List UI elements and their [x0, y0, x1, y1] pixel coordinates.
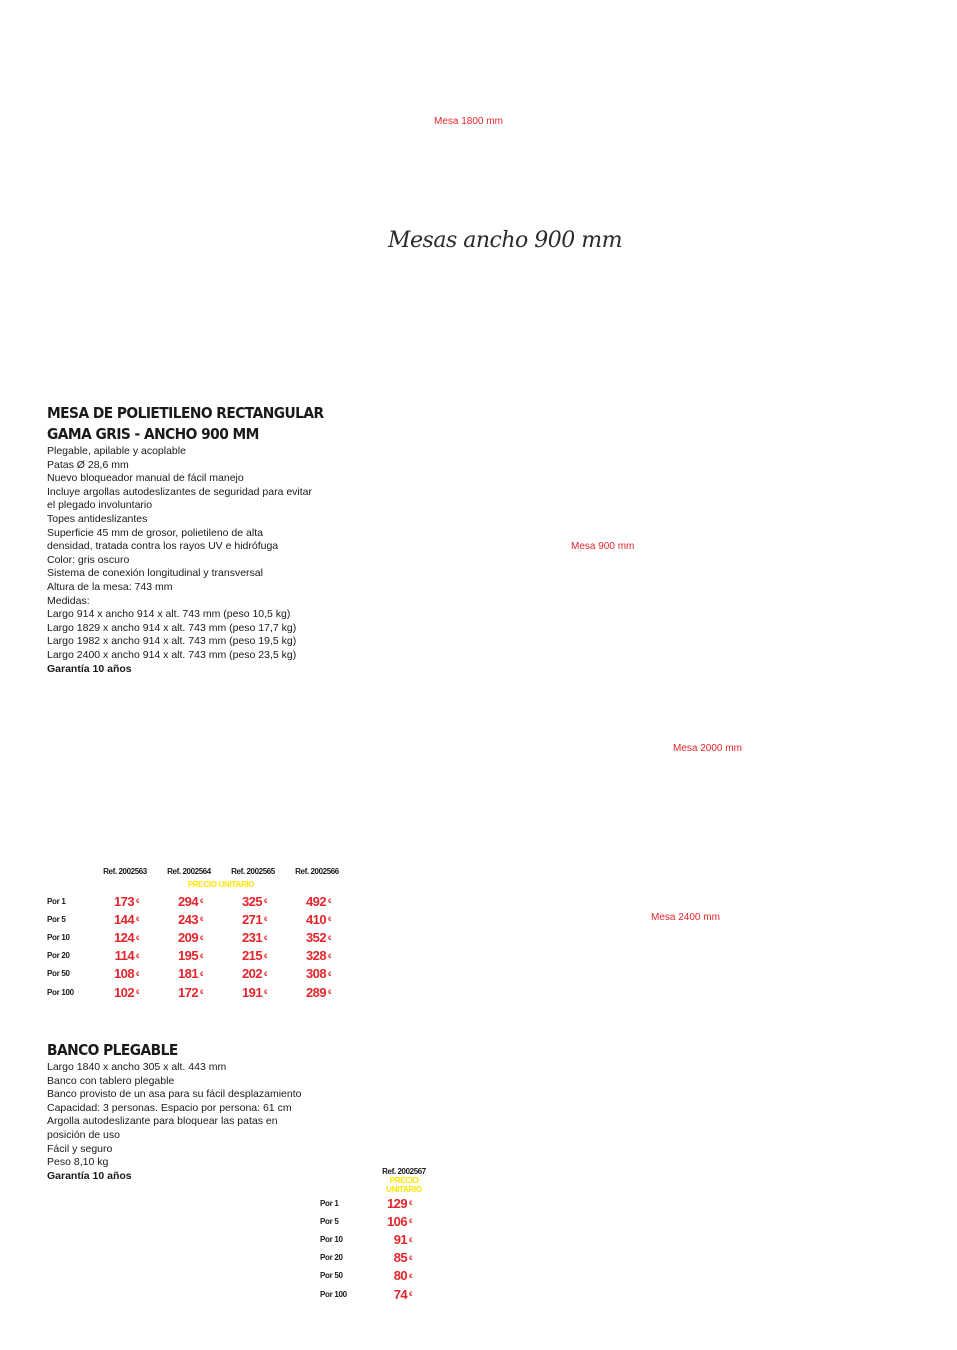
quantity-label: Por 20 — [47, 951, 70, 961]
ref-header: Ref. 2002563 — [103, 867, 147, 876]
price-value: 91 — [393, 1231, 408, 1247]
price-value: 106 — [386, 1213, 408, 1229]
quantity-label: Por 20 — [320, 1253, 343, 1263]
page-title: Mesas ancho 900 mm — [388, 228, 622, 253]
currency-symbol: € — [136, 990, 139, 997]
currency-symbol: € — [264, 917, 267, 924]
price-value: 289 — [305, 984, 327, 1000]
price-value: 85 — [393, 1250, 408, 1266]
quantity-label: Por 1 — [47, 896, 66, 906]
label-mesa-1800: Mesa 1800 mm — [434, 116, 503, 127]
currency-symbol: € — [136, 899, 139, 906]
currency-symbol: € — [328, 971, 331, 978]
table-row — [47, 965, 349, 983]
table-row — [320, 1267, 430, 1285]
price-value: 215 — [241, 948, 263, 964]
description-line: Incluye argollas autodeslizantes de seguridad para evitar — [47, 485, 312, 498]
table-row — [320, 1212, 430, 1230]
currency-symbol: € — [200, 971, 203, 978]
currency-symbol: € — [200, 935, 203, 942]
label-mesa-2400: Mesa 2400 mm — [651, 912, 720, 923]
description-line: Superficie 45 mm de grosor, polietileno de alta — [47, 526, 263, 539]
table-row — [320, 1249, 430, 1267]
currency-symbol: € — [409, 1273, 412, 1280]
currency-symbol: € — [136, 971, 139, 978]
currency-symbol: € — [200, 899, 203, 906]
quantity-label: Por 50 — [320, 1271, 343, 1281]
description-line: Banco con tablero plegable — [47, 1074, 175, 1087]
currency-symbol: € — [409, 1255, 412, 1262]
description-line: Altura de la mesa: 743 mm — [47, 580, 173, 593]
description-line: Sistema de conexión longitudinal y transversal — [47, 567, 263, 580]
description-line: Banco provisto de un asa para su fácil desplazamiento — [47, 1088, 302, 1101]
currency-symbol: € — [264, 990, 267, 997]
price-value: 294 — [177, 893, 199, 909]
quantity-label: Por 10 — [47, 932, 70, 942]
price-value: 173 — [113, 893, 135, 909]
table-row — [320, 1230, 430, 1248]
price-value: 124 — [113, 929, 135, 945]
product-title: BANCO PLEGABLE — [47, 1041, 178, 1059]
price-value: 129 — [386, 1195, 408, 1211]
description-line: Largo 1829 x ancho 914 x alt. 743 mm (peso 17,7 kg) — [47, 621, 297, 634]
price-table-banco — [320, 1160, 430, 1303]
price-value: 271 — [241, 911, 263, 927]
table-row — [320, 1285, 430, 1303]
price-table — [47, 860, 349, 1001]
currency-symbol: € — [409, 1201, 412, 1208]
ref-header: Ref. 2002565 — [231, 867, 275, 876]
price-value: 325 — [241, 893, 263, 909]
warranty-text: Garantía 10 años — [47, 1169, 132, 1182]
table-row — [47, 928, 349, 946]
price-value: 352 — [305, 929, 327, 945]
description-line: Fácil y seguro — [47, 1142, 113, 1155]
description-line: posición de uso — [47, 1128, 120, 1141]
table-row — [47, 947, 349, 965]
currency-symbol: € — [136, 953, 139, 960]
quantity-label: Por 100 — [320, 1289, 347, 1299]
price-value: 410 — [305, 911, 327, 927]
price-value: 74 — [393, 1286, 408, 1302]
currency-symbol: € — [328, 990, 331, 997]
quantity-label: Por 1 — [320, 1198, 339, 1208]
ref-header: Ref. 2002567 — [382, 1167, 426, 1176]
quantity-label: Por 5 — [47, 914, 66, 924]
currency-symbol: € — [136, 917, 139, 924]
price-value: 102 — [113, 984, 135, 1000]
table-row — [47, 983, 349, 1001]
quantity-label: Por 10 — [320, 1234, 343, 1244]
description-line: Nuevo bloqueador manual de fácil manejo — [47, 472, 244, 485]
description-line: Largo 1982 x ancho 914 x alt. 743 mm (peso 19,5 kg) — [47, 635, 297, 648]
description-line: Peso 8,10 kg — [47, 1156, 109, 1169]
price-value: 80 — [393, 1268, 408, 1284]
price-value: 195 — [177, 948, 199, 964]
currency-symbol: € — [264, 971, 267, 978]
unit-price-label: PRECIO UNITARIO — [386, 1176, 422, 1194]
price-value: 108 — [113, 966, 135, 982]
table-row — [47, 892, 349, 910]
price-value: 202 — [241, 966, 263, 982]
product-description — [47, 445, 348, 663]
table-row — [47, 910, 349, 928]
ref-header: Ref. 2002566 — [295, 867, 339, 876]
price-value: 243 — [177, 911, 199, 927]
description-line: densidad, tratada contra los rayos UV e hidrófuga — [47, 540, 279, 553]
description-line: Argolla autodeslizante para bloquear las patas en — [47, 1115, 278, 1128]
product-title-line1: MESA DE POLIETILENO RECTANGULAR — [47, 404, 324, 422]
product-description — [47, 1061, 302, 1170]
price-value: 114 — [114, 948, 135, 964]
currency-symbol: € — [264, 953, 267, 960]
product-mesa-polietileno — [47, 403, 348, 676]
currency-symbol: € — [409, 1292, 412, 1299]
table-row — [320, 1194, 430, 1212]
price-value: 172 — [177, 984, 199, 1000]
price-value: 492 — [305, 893, 327, 909]
product-title-line2: GAMA GRIS - ANCHO 900 MM — [47, 425, 259, 443]
unit-price-label: PRECIO UNITARIO — [187, 879, 255, 889]
currency-symbol: € — [264, 899, 267, 906]
quantity-label: Por 50 — [47, 969, 70, 979]
description-line: Patas Ø 28,6 mm — [47, 458, 129, 471]
description-line: Largo 2400 x ancho 914 x alt. 743 mm (peso 23,5 kg) — [47, 648, 297, 661]
currency-symbol: € — [328, 953, 331, 960]
description-line: Medidas: — [47, 594, 90, 607]
label-mesa-2000: Mesa 2000 mm — [673, 743, 742, 754]
price-table-mesa — [47, 860, 349, 1001]
price-value: 231 — [241, 929, 263, 945]
price-value: 181 — [177, 966, 199, 982]
currency-symbol: € — [200, 917, 203, 924]
description-line: Topes antideslizantes — [47, 512, 148, 525]
description-line: Largo 1840 x ancho 305 x alt. 443 mm — [47, 1061, 227, 1073]
quantity-label: Por 5 — [320, 1216, 339, 1226]
currency-symbol: € — [409, 1219, 412, 1226]
currency-symbol: € — [409, 1237, 412, 1244]
description-line: Largo 914 x ancho 914 x alt. 743 mm (peso 10,5 kg) — [47, 608, 291, 621]
price-value: 308 — [305, 966, 327, 982]
price-value: 191 — [241, 984, 263, 1000]
price-value: 328 — [305, 948, 327, 964]
currency-symbol: € — [136, 935, 139, 942]
description-line: Capacidad: 3 personas. Espacio por persona: 61 cm — [47, 1101, 292, 1114]
currency-symbol: € — [328, 899, 331, 906]
currency-symbol: € — [200, 990, 203, 997]
description-line: Plegable, apilable y acoplable — [47, 445, 186, 457]
price-value: 209 — [177, 929, 199, 945]
quantity-label: Por 100 — [47, 987, 74, 997]
warranty-text: Garantía 10 años — [47, 662, 132, 675]
description-line: el plegado involuntario — [47, 499, 153, 512]
label-mesa-900: Mesa 900 mm — [571, 541, 635, 552]
price-table — [320, 1160, 430, 1303]
currency-symbol: € — [328, 917, 331, 924]
ref-header: Ref. 2002564 — [167, 867, 211, 876]
currency-symbol: € — [200, 953, 203, 960]
product-banco-plegable — [47, 1040, 302, 1183]
price-value: 144 — [113, 911, 135, 927]
currency-symbol: € — [264, 935, 267, 942]
currency-symbol: € — [328, 935, 331, 942]
description-line: Color: gris oscuro — [47, 553, 130, 566]
